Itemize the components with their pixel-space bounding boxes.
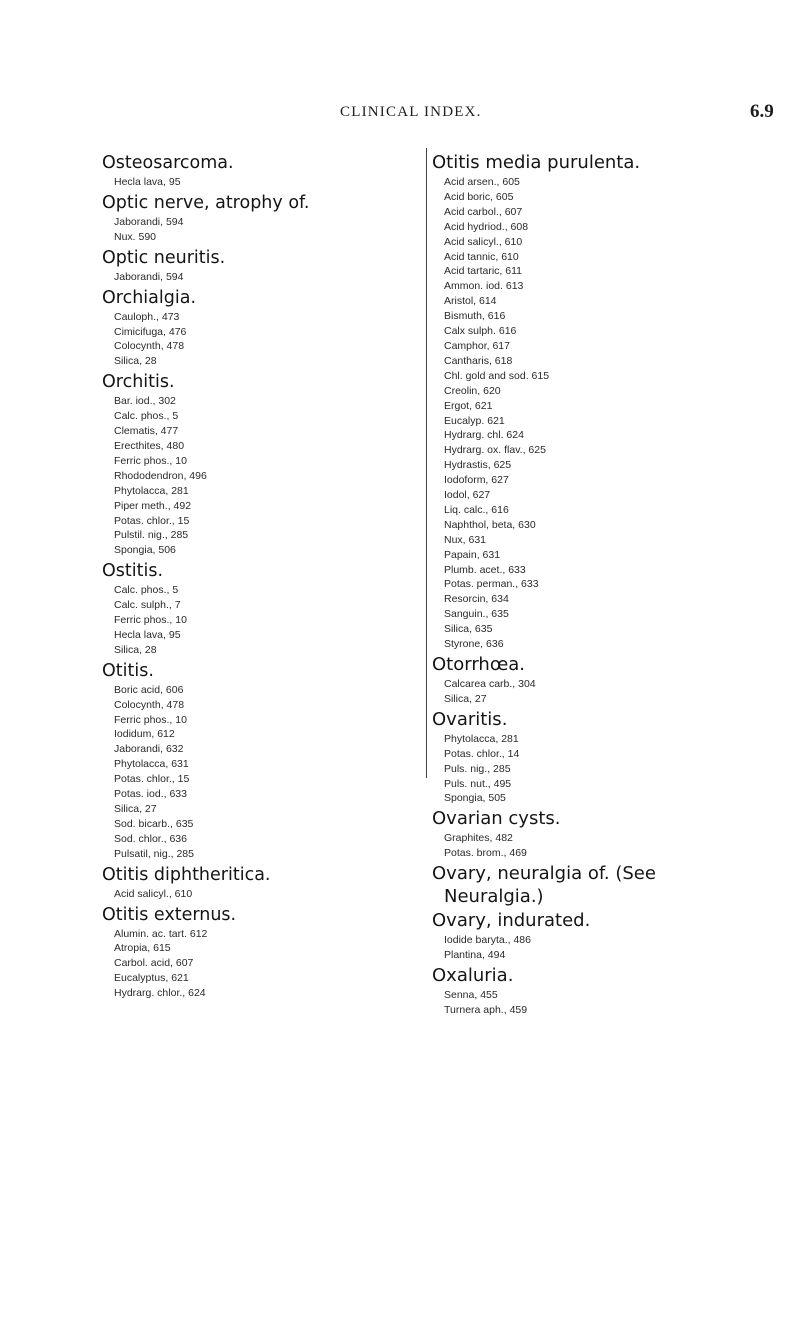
index-entry: Cantharis, 618 xyxy=(444,354,513,367)
index-entry: Plantina, 494 xyxy=(444,949,506,962)
index-entry: Graphites, 482 xyxy=(444,832,513,845)
index-entry: Potas. iod., 633 xyxy=(114,788,187,801)
index-entry: Iodoform, 627 xyxy=(444,474,509,487)
index-entry: Pulstil. nig., 285 xyxy=(114,529,189,542)
index-entry: Phytolacca, 281 xyxy=(114,484,189,497)
index-entry: Camphor, 617 xyxy=(444,339,510,352)
index-heading: Otitis diphtheritica. xyxy=(102,864,271,885)
index-entry: Iodidum, 612 xyxy=(114,728,175,741)
index-heading: Otorrhœa. xyxy=(432,654,525,675)
index-entry: Hydrastis, 625 xyxy=(444,459,512,472)
index-entry: Acid salicyl., 610 xyxy=(114,887,193,900)
index-entry: Colocynth, 478 xyxy=(114,340,185,353)
index-entry: Eucalyp. 621 xyxy=(444,414,505,427)
index-entry: Acid tartaric, 611 xyxy=(444,265,523,278)
index-entry: Silica, 27 xyxy=(114,803,157,815)
index-heading-continuation: Neuralgia.) xyxy=(444,886,544,908)
index-entry: Alumin. ac. tart. 612 xyxy=(114,927,208,940)
index-entry: Aristol, 614 xyxy=(444,295,497,308)
index-entry: Potas. chlor., 15 xyxy=(114,773,190,786)
index-section xyxy=(102,560,422,658)
index-entry: Liq. calc., 616 xyxy=(444,503,509,516)
index-entry: Calcarea carb., 304 xyxy=(444,678,536,690)
index-entry: Bismuth, 616 xyxy=(444,310,506,323)
index-entry: Spongia, 506 xyxy=(114,544,176,557)
index-entry: Calc. sulph., 7 xyxy=(114,599,181,612)
index-heading: Ovarian cysts. xyxy=(432,808,561,830)
index-entry: Erecthites, 480 xyxy=(114,439,185,452)
index-entry: Pulsatil, nig., 285 xyxy=(114,847,194,860)
index-entry: Acid arsen., 605 xyxy=(444,176,520,188)
index-entry: Potas. chlor., 15 xyxy=(114,514,190,527)
index-entry: Phytolacca, 281 xyxy=(444,732,519,745)
running-title: CLINICAL INDEX. xyxy=(340,104,482,120)
index-heading: Ovary, neuralgia of. (See xyxy=(432,863,656,885)
index-entry: Potas. brom., 469 xyxy=(444,847,527,860)
page-number: 6.9 xyxy=(750,101,774,122)
index-entry: Potas. perman., 633 xyxy=(444,578,539,591)
index-section xyxy=(102,660,422,862)
index-heading: Osteosarcoma. xyxy=(102,153,234,173)
index-entry: Chl. gold and sod. 615 xyxy=(444,369,550,382)
page-header xyxy=(0,101,800,128)
index-entry: Hecla lava, 95 xyxy=(114,176,181,188)
index-entry: Bar. iod., 302 xyxy=(114,395,176,408)
index-section xyxy=(102,904,422,1002)
index-heading: Oxaluria. xyxy=(432,964,514,986)
index-section xyxy=(102,247,422,285)
index-entry: Sanguin., 635 xyxy=(444,608,509,621)
index-entry: Silica, 28 xyxy=(114,643,157,656)
index-entry: Cimicifuga, 476 xyxy=(114,325,187,338)
index-entry: Acid hydriod., 608 xyxy=(444,220,529,233)
index-heading: Optic nerve, atrophy of. xyxy=(102,192,310,213)
index-entry: Colocynth, 478 xyxy=(114,698,185,711)
index-entry: Phytolacca, 631 xyxy=(114,758,189,771)
index-entry: Nux, 631 xyxy=(444,533,487,546)
index-heading: Otitis externus. xyxy=(102,904,237,925)
index-entry: Sod. bicarb., 635 xyxy=(114,817,194,830)
index-heading: Orchialgia. xyxy=(102,287,197,308)
index-entry: Acid tannic, 610 xyxy=(444,250,519,263)
index-entry: Calx sulph. 616 xyxy=(444,325,517,338)
index-entry: Acid boric, 605 xyxy=(444,190,514,203)
index-entry: Cauloph., 473 xyxy=(114,310,180,323)
index-entry: Ferric phos., 10 xyxy=(114,614,187,627)
index-entry: Senna, 455 xyxy=(444,988,498,1001)
index-entry: Hydrarg. ox. flav., 625 xyxy=(444,444,546,457)
index-entry: Iodol, 627 xyxy=(444,489,491,502)
index-entry: Silica, 27 xyxy=(444,692,487,705)
index-entry: Jaborandi, 594 xyxy=(114,215,184,228)
index-entry: Naphthol, beta, 630 xyxy=(444,518,536,531)
index-section xyxy=(432,152,772,652)
index-entry: Creolin, 620 xyxy=(444,384,501,397)
index-entry: Boric acid, 606 xyxy=(114,683,184,696)
index-heading: Ovaritis. xyxy=(432,708,508,730)
left-column xyxy=(102,150,422,1001)
index-entry: Potas. chlor., 14 xyxy=(444,747,520,760)
index-section xyxy=(102,192,422,245)
index-entry: Ergot, 621 xyxy=(444,399,493,412)
index-entry: Papain, 631 xyxy=(444,548,501,561)
column-divider xyxy=(426,148,427,778)
index-entry: Hydrarg. chlor., 624 xyxy=(114,987,206,1000)
index-heading: Ovary, indurated. xyxy=(432,910,591,932)
index-section xyxy=(432,654,772,707)
index-entry: Plumb. acet., 633 xyxy=(444,563,526,576)
index-entry: Ammon. iod. 613 xyxy=(444,280,524,293)
index-entry: Resorcin, 634 xyxy=(444,593,509,606)
index-entry: Eucalyptus, 621 xyxy=(114,972,189,985)
index-heading: Orchitis. xyxy=(102,372,175,393)
index-section xyxy=(102,287,422,370)
index-heading: Otitis. xyxy=(102,660,154,681)
index-entry: Silica, 28 xyxy=(114,355,157,368)
index-entry: Ferric phos., 10 xyxy=(114,713,187,726)
index-entry: Hecla lava, 95 xyxy=(114,628,181,641)
index-section xyxy=(102,152,422,190)
index-section xyxy=(102,371,422,558)
right-column xyxy=(432,150,772,1018)
index-entry: Acid salicyl., 610 xyxy=(444,235,523,248)
index-entry: Sod. chlor., 636 xyxy=(114,832,187,845)
index-entry: Puls. nig., 285 xyxy=(444,762,511,775)
index-entry: Spongia, 505 xyxy=(444,792,506,805)
index-section xyxy=(102,864,422,902)
index-heading: Ostitis. xyxy=(102,561,164,582)
index-entry: Calc. phos., 5 xyxy=(114,584,179,597)
index-entry: Acid carbol., 607 xyxy=(444,205,523,218)
index-heading: Otitis media purulenta. xyxy=(432,152,641,173)
index-heading: Optic neuritis. xyxy=(102,247,226,268)
index-entry: Piper meth., 492 xyxy=(114,499,192,512)
index-entry: Calc. phos., 5 xyxy=(114,410,179,423)
index-entry: Atropia, 615 xyxy=(114,942,171,955)
index-entry: Iodide baryta., 486 xyxy=(444,934,531,947)
index-section xyxy=(432,910,772,963)
index-entry: Styrone, 636 xyxy=(444,638,504,651)
index-entry: Turnera aph., 459 xyxy=(444,1003,528,1016)
index-section xyxy=(432,965,772,1018)
index-section xyxy=(432,709,772,807)
index-section xyxy=(432,863,772,908)
index-entry: Silica, 635 xyxy=(444,623,493,636)
index-entry: Puls. nut., 495 xyxy=(444,777,512,790)
index-entry: Clematis, 477 xyxy=(114,425,179,438)
index-entry: Hydrarg. chl. 624 xyxy=(444,429,524,442)
index-entry: Rhododendron, 496 xyxy=(114,469,207,482)
index-entry: Jaborandi, 632 xyxy=(114,743,184,756)
index-entry: Nux. 590 xyxy=(114,230,157,243)
index-entry: Carbol. acid, 607 xyxy=(114,957,194,970)
index-section xyxy=(432,808,772,861)
index-entry: Jaborandi, 594 xyxy=(114,270,184,283)
index-entry: Ferric phos., 10 xyxy=(114,454,187,467)
